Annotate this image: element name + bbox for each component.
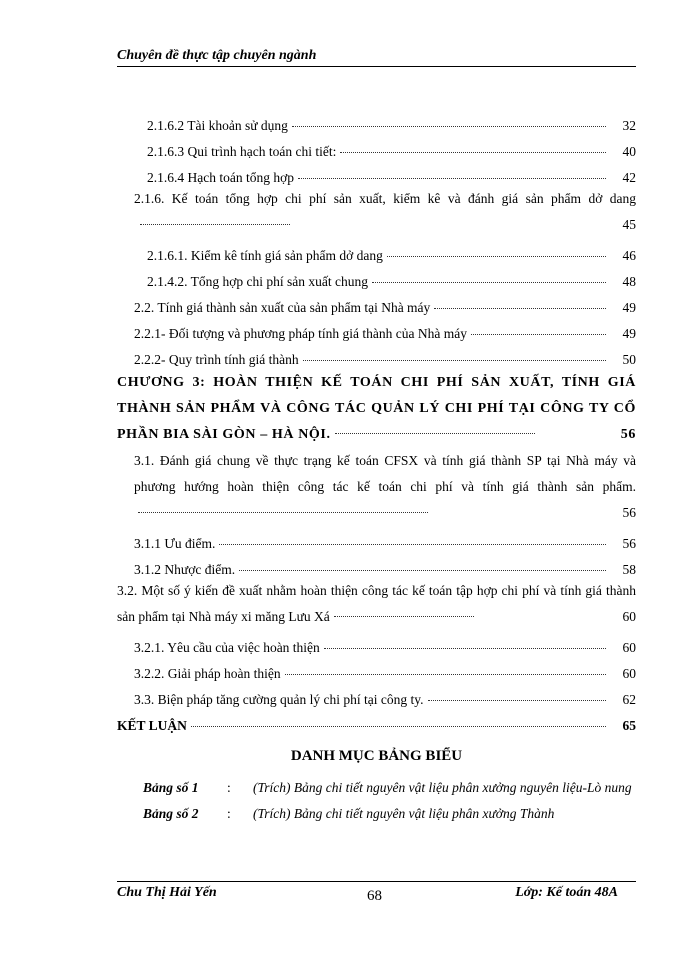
toc-entry[interactable]: [117, 656, 636, 682]
toc-entry-page: 45: [622, 217, 636, 232]
toc-entry[interactable]: [117, 448, 636, 526]
toc-entry-text: 2.1.6.4 Hạch toán tổng hợp: [147, 170, 294, 185]
toc-entry[interactable]: [117, 160, 636, 186]
toc-entry[interactable]: [117, 290, 636, 316]
toc-entry-text: 2.1.6.1. Kiểm kê tính giá sản phẩm dở dang: [147, 248, 383, 263]
toc-entry[interactable]: [117, 186, 636, 238]
table-list-title: DANH MỤC BẢNG BIỂU: [290, 748, 463, 764]
toc-entry-text: 2.1.6. Kế toán tổng hợp chi phí sản xuất, kiểm kê và đánh giá sản phẩm dở dang: [134, 191, 636, 206]
dot-leader: [285, 673, 606, 675]
header-title: Chuyên đề thực tập chuyên ngành: [117, 48, 317, 63]
toc-entry-page: 42: [622, 170, 636, 185]
dot-leader: [387, 255, 606, 257]
toc-entry-page: 60: [622, 609, 636, 624]
toc-entry-text: 3.2. Một số ý kiến đề xuất nhằm hoàn thiện công tác kế toán tập hợp chi phí và tính giá thành sản phẩm tại Nhà máy xi măng Lưu Xá: [117, 583, 636, 624]
toc-entry-text: 2.1.6.3 Qui trình hạch toán chi tiết:: [147, 144, 337, 159]
toc-entry-page: 62: [622, 692, 636, 707]
list-item[interactable]: [117, 775, 636, 801]
toc-entry[interactable]: [117, 578, 636, 630]
toc-entry[interactable]: [117, 708, 636, 734]
dot-leader: [324, 647, 606, 649]
list-item[interactable]: [117, 801, 636, 827]
colon: :: [227, 806, 231, 821]
toc-entry[interactable]: [117, 264, 636, 290]
toc-entry[interactable]: [117, 552, 636, 578]
toc-entry-text: 3.3. Biện pháp tăng cường quản lý chi phí tại công ty.: [134, 692, 424, 707]
toc-entry-text: 3.2.2. Giải pháp hoàn thiện: [134, 666, 281, 681]
dot-leader: [434, 307, 606, 309]
table-description: (Trích) Bảng chi tiết nguyên vật liệu phân xưởng nguyên liệu-Lò nung: [253, 780, 632, 795]
dot-leader: [340, 151, 606, 153]
page-footer: [117, 881, 636, 904]
toc-entry-text: 2.2.1- Đối tượng và phương pháp tính giá thành của Nhà máy: [134, 326, 467, 341]
toc-entry[interactable]: [117, 682, 636, 708]
dot-leader: [191, 725, 606, 727]
toc-entry-text: 2.2. Tính giá thành sản xuất của sản phẩm tại Nhà máy: [134, 300, 431, 315]
toc-entry[interactable]: [117, 108, 636, 134]
toc-entry-page: 40: [622, 144, 636, 159]
toc-entry-page: 58: [622, 562, 636, 577]
toc-entry-page: 65: [622, 718, 636, 733]
dot-leader: [219, 543, 606, 545]
table-label: Bảng số 2: [143, 806, 199, 821]
table-label: Bảng số 1: [143, 780, 199, 795]
toc-entry-text: KẾT LUẬN: [117, 718, 187, 733]
toc-entry-text: 3.1.1 Ưu điểm.: [134, 536, 216, 551]
toc-entry-text: 2.1.4.2. Tổng hợp chi phí sản xuất chung: [147, 274, 368, 289]
toc-entry-page: 56: [620, 427, 636, 442]
toc-entry-page: 49: [622, 300, 636, 315]
toc-entry-text: 2.2.2- Quy trình tính giá thành: [134, 352, 299, 367]
toc-entry-page: 48: [622, 274, 636, 289]
dot-leader: [292, 125, 606, 127]
toc-entry-page: 60: [622, 640, 636, 655]
colon: :: [227, 780, 231, 795]
dot-leader: [471, 333, 606, 335]
toc-entry-text: 2.1.6.2 Tài khoản sử dụng: [147, 118, 288, 133]
toc-entry-text: 3.1. Đánh giá chung về thực trạng kế toán CFSX và tính giá thành SP tại Nhà máy và phương hướng hoàn thiện công tác kế toán chi phí và tính giá thành sản phẩm.: [134, 453, 636, 494]
toc-entry-text: 3.2.1. Yêu cầu của việc hoàn thiện: [134, 640, 320, 655]
toc-entry[interactable]: [117, 630, 636, 656]
toc-entry[interactable]: [117, 342, 636, 368]
dot-leader: [372, 281, 606, 283]
toc-entry[interactable]: [117, 316, 636, 342]
dot-leader: [298, 177, 606, 179]
footer-class: Lớp: Kế toán 48A: [515, 885, 618, 900]
dot-leader: [239, 569, 606, 571]
toc-entry-page: 56: [622, 505, 636, 520]
table-of-contents: [117, 108, 636, 734]
toc-entry-page: 60: [622, 666, 636, 681]
dot-leader: [303, 359, 606, 361]
toc-entry-page: 56: [622, 536, 636, 551]
page-number: 68: [367, 888, 382, 904]
page-header: [117, 48, 636, 67]
toc-entry[interactable]: [117, 134, 636, 160]
toc-entry[interactable]: [117, 526, 636, 552]
toc-entry-page: 49: [622, 326, 636, 341]
toc-entry[interactable]: [117, 238, 636, 264]
toc-entry-page: 46: [622, 248, 636, 263]
toc-chapter-entry[interactable]: [117, 370, 636, 448]
toc-entry-page: 50: [622, 352, 636, 367]
table-list: [117, 775, 636, 827]
toc-entry-page: 32: [622, 118, 636, 133]
table-description: (Trích) Bảng chi tiết nguyên vật liệu phân xưởng Thành: [253, 806, 555, 821]
footer-author: Chu Thị Hải Yến: [117, 885, 217, 900]
toc-entry-text: CHƯƠNG 3: HOÀN THIỆN KẾ TOÁN CHI PHÍ SẢN XUẤT, TÍNH GIÁ THÀNH SẢN PHẨM VÀ CÔNG TÁC QUẢN LÝ CHI PHÍ TẠI CÔNG TY CỔ PHẦN BIA SÀI GÒN – HÀ NỘI.: [117, 375, 636, 442]
toc-entry-text: 3.1.2 Nhược điểm.: [134, 562, 236, 577]
dot-leader: [428, 699, 606, 701]
